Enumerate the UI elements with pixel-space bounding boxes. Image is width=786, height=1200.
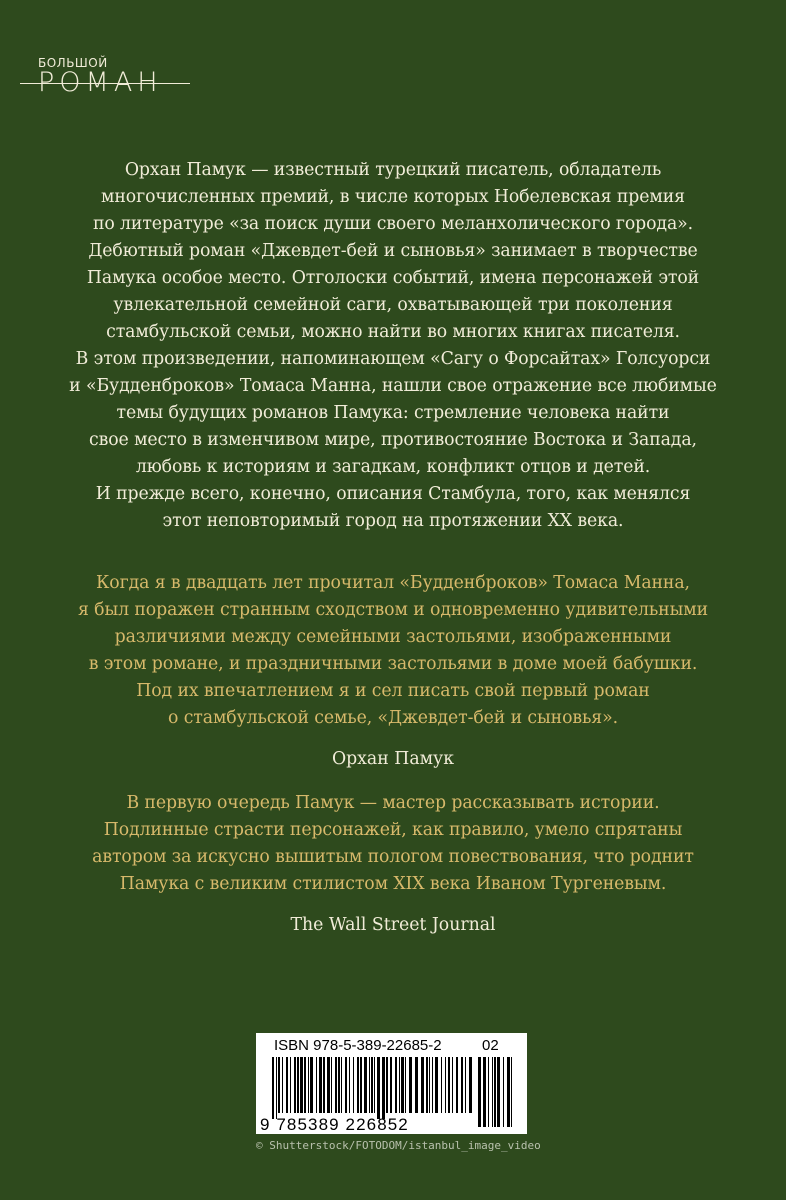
description-line: И прежде всего, конечно, описания Стамбула, того, как менялся (95, 484, 691, 504)
description-line: любовь к историям и загадкам, конфликт отцов и детей. (135, 457, 651, 477)
description-line: Дебютный роман «Джевдет-бей и сыновья» занимает в творчестве (88, 241, 698, 261)
barcode-addon-bars (478, 1057, 512, 1127)
barcode-bar (494, 1057, 496, 1127)
review-quote-line: автором за искусно вышитым пологом повествования, что роднит (92, 847, 694, 867)
barcode-bar (432, 1057, 433, 1113)
barcode-bar (341, 1057, 342, 1113)
barcode-bar (390, 1057, 392, 1113)
description-line: свое место в изменчивом мире, противостояние Востока и Запада, (89, 430, 697, 450)
description-line: этот неповторимый город на протяжении XX века. (162, 511, 624, 531)
description-line: многочисленных премий, в числе которых Нобелевская премия (101, 187, 685, 207)
barcode-bar (497, 1057, 500, 1127)
barcode-bar (323, 1057, 325, 1113)
barcode-bar (461, 1057, 463, 1113)
book-description (60, 157, 726, 535)
barcode-bars (272, 1057, 472, 1119)
barcode-bar (409, 1057, 412, 1113)
photo-credit: © Shutterstock/FOTODOM/istanbul_image_video (256, 1139, 541, 1152)
barcode-bar (503, 1057, 504, 1127)
description-line: увлекательной семейной саги, охватывающей три поколения (113, 295, 673, 315)
barcode-bar (478, 1057, 481, 1127)
review-quote (60, 790, 726, 898)
barcode-bar (421, 1057, 424, 1113)
review-quote-line: Памука с великим стилистом XIX века Иваном Тургеневым. (119, 874, 667, 894)
barcode-bar (349, 1057, 350, 1113)
barcode-bar (278, 1057, 280, 1113)
isbn-barcode (256, 1033, 527, 1134)
barcode-bar (327, 1057, 330, 1113)
barcode-bar (445, 1057, 446, 1113)
barcode-bar (401, 1057, 404, 1113)
author-quote-line: Под их впечатлением я и сел писать свой первый роман (136, 681, 650, 701)
barcode-bar (374, 1057, 375, 1113)
barcode-bar (335, 1057, 337, 1113)
barcode-bar (304, 1057, 306, 1113)
barcode-bar (492, 1057, 493, 1127)
review-quote-attribution: The Wall Street Journal (290, 915, 496, 935)
barcode-bar (282, 1057, 283, 1113)
barcode-bar (371, 1057, 373, 1113)
barcode-bar (405, 1057, 406, 1113)
barcode-bar (319, 1057, 322, 1113)
barcode-bar (456, 1057, 458, 1113)
series-logo-title: РОМАН (38, 67, 163, 98)
barcode-bar (415, 1057, 418, 1113)
author-quote-line: Когда я в двадцать лет прочитал «Будденброков» Томаса Манна, (96, 573, 690, 593)
isbn-addon-label: 02 (482, 1037, 499, 1054)
barcode-bar (353, 1057, 354, 1113)
author-quote-line: в этом романе, и праздничными застольями в доме моей бабушки. (88, 654, 698, 674)
barcode-bar (488, 1057, 489, 1127)
barcode-bar (469, 1057, 472, 1113)
description-line: и «Будденброков» Томаса Манна, нашли свое отражение все любимые (69, 376, 717, 396)
description-line: Орхан Памук — известный турецкий писатель, обладатель (124, 160, 662, 180)
barcode-bar (364, 1057, 367, 1113)
barcode-bar (338, 1057, 340, 1113)
author-quote-line: о стамбульской семье, «Джевдет-бей и сыновья». (168, 708, 618, 728)
barcode-bar (483, 1057, 486, 1127)
description-line: темы будущих романов Памука: стремление человека найти (116, 403, 670, 423)
barcode-bar (297, 1057, 299, 1113)
barcode-bar (448, 1057, 450, 1113)
series-logo-small-text: БОЛЬШОЙ (38, 56, 108, 70)
barcode-bar (511, 1057, 512, 1127)
description-line: Памука особое место. Отголоски событий, имена персонажей этой (86, 268, 700, 288)
author-quote-attribution: Орхан Памук (331, 749, 455, 769)
isbn-label: ISBN 978-5-389-22685-2 (274, 1037, 442, 1054)
barcode-bar (276, 1057, 277, 1119)
barcode-bar (426, 1057, 428, 1113)
author-quote (60, 570, 726, 732)
barcode-bar (308, 1057, 309, 1113)
author-quote-line: я был поражен странным сходством и одновременно удивительными (77, 600, 709, 620)
barcode-bar (300, 1057, 303, 1113)
barcode-bar (386, 1057, 388, 1113)
barcode-bar (345, 1057, 347, 1113)
description-line: В этом произведении, напоминающем «Сагу о Форсайтах» Голсуорси (75, 349, 711, 369)
barcode-bar (331, 1057, 332, 1113)
barcode-bar (360, 1057, 362, 1113)
barcode-bar (441, 1057, 442, 1113)
barcode-bar (399, 1057, 400, 1113)
barcode-bar (435, 1057, 438, 1113)
barcode-bar (272, 1057, 274, 1119)
barcode-bar (382, 1057, 385, 1119)
description-line: стамбульской семьи, можно найти во многих книгах писателя. (106, 322, 680, 342)
barcode-bar (465, 1057, 466, 1113)
barcode-bar (316, 1057, 317, 1113)
barcode-bar (357, 1057, 359, 1113)
barcode-bar (310, 1057, 313, 1113)
author-quote-line: различиями между семейными застольями, изображенными (114, 627, 672, 647)
barcode-bar (377, 1057, 380, 1119)
review-quote-line: В первую очередь Памук — мастер рассказывать истории. (126, 793, 660, 813)
barcode-bar (507, 1057, 510, 1127)
barcode-bar (429, 1057, 430, 1113)
review-quote-line: Подлинные страсти персонажей, как правило, умело спрятаны (103, 820, 683, 840)
barcode-bar (294, 1057, 296, 1113)
barcode-bar (286, 1057, 288, 1113)
barcode-bar (452, 1057, 453, 1113)
barcode-digits: 9 785389 226852 (260, 1115, 409, 1134)
description-line: по литературе «за поиск души своего меланхолического города». (92, 214, 694, 234)
barcode-bar (290, 1057, 291, 1113)
barcode-bar (395, 1057, 397, 1113)
barcode-bar (369, 1057, 370, 1113)
